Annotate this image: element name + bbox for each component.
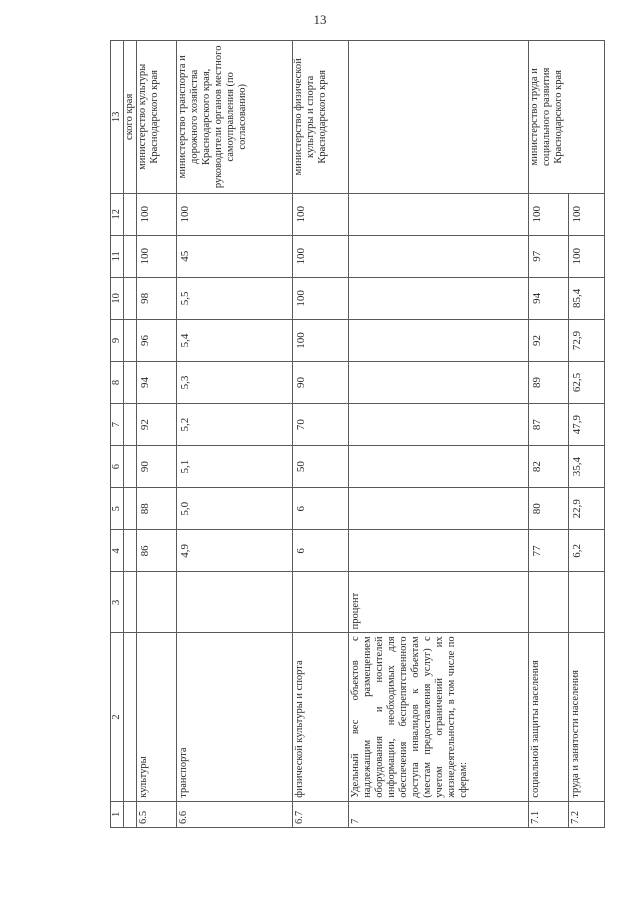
cell-unit — [293, 572, 349, 633]
cell-responsible: министерство культуры Краснодарского края — [137, 41, 177, 194]
column-header: 6 — [111, 446, 124, 488]
cell-value: 90 — [293, 361, 349, 403]
cell-value — [349, 404, 529, 446]
cell — [124, 488, 137, 530]
cell — [124, 404, 137, 446]
column-number-row — [111, 41, 124, 828]
cell-value: 6 — [293, 488, 349, 530]
cell-value: 5,3 — [177, 361, 293, 403]
cell-value: 89 — [529, 361, 569, 403]
cell-value: 87 — [529, 404, 569, 446]
cell-value: 88 — [137, 488, 177, 530]
cell — [124, 801, 137, 827]
cell-name: культуры — [137, 633, 177, 801]
cell-responsible: министерство транспорта и дорожного хозяйства Краснодарского края, руководители органов местного самоуправления (по согласованию) — [177, 41, 293, 194]
cell-unit — [569, 572, 605, 633]
cell — [124, 277, 137, 319]
cell-value: 80 — [529, 488, 569, 530]
cell-number: 6.5 — [137, 801, 177, 827]
cell-value: 4,9 — [177, 530, 293, 572]
cell-value: 100 — [569, 193, 605, 235]
landscape-table-wrapper — [110, 40, 604, 828]
cell-value: 5,5 — [177, 277, 293, 319]
table-row — [529, 41, 569, 828]
cell-value: 5,2 — [177, 404, 293, 446]
cell-value — [349, 235, 529, 277]
column-header: 9 — [111, 319, 124, 361]
cell-number: 7.2 — [569, 801, 605, 827]
cell-value: 45 — [177, 235, 293, 277]
cell-name: Удельный вес объектов с надлежащим размещением оборудования и носителей информации, необходимых для обеспечения беспрепятственного доступа инвалидов к объектам (местам предоставления услуг) с учетом ограничений их жизнедеятельности, в том числе по сферам: — [349, 633, 529, 801]
cell-value: 72,9 — [569, 319, 605, 361]
cell-value: 94 — [529, 277, 569, 319]
column-header: 12 — [111, 193, 124, 235]
cell-value: 22,9 — [569, 488, 605, 530]
cell-value: 6 — [293, 530, 349, 572]
cell — [124, 361, 137, 403]
table-row — [177, 41, 293, 828]
indicators-table — [110, 40, 605, 828]
cell-value: 100 — [293, 193, 349, 235]
cell-value: 82 — [529, 446, 569, 488]
cell-value: 100 — [529, 193, 569, 235]
cell — [124, 193, 137, 235]
cell-value: 97 — [529, 235, 569, 277]
cell-value: 70 — [293, 404, 349, 446]
cell-unit — [137, 572, 177, 633]
cell-value: 96 — [137, 319, 177, 361]
cell — [124, 446, 137, 488]
cell-value: 100 — [177, 193, 293, 235]
column-header: 2 — [111, 633, 124, 801]
cell-value — [349, 193, 529, 235]
cell-unit — [529, 572, 569, 633]
cell-value: 47,9 — [569, 404, 605, 446]
cell-value: 92 — [137, 404, 177, 446]
cell-number: 7 — [349, 801, 529, 827]
cell-value: 92 — [529, 319, 569, 361]
table-row — [349, 41, 529, 828]
table-row — [293, 41, 349, 828]
column-header: 4 — [111, 530, 124, 572]
cell-value: 5,4 — [177, 319, 293, 361]
cell-value: 100 — [293, 277, 349, 319]
cell-value — [349, 361, 529, 403]
cell-name: физической культуры и спорта — [293, 633, 349, 801]
cell-value: 77 — [529, 530, 569, 572]
cell-responsible: министерство труда и социального развития Краснодарского края — [529, 41, 605, 194]
cell-value: 5,0 — [177, 488, 293, 530]
column-header: 7 — [111, 404, 124, 446]
column-header: 5 — [111, 488, 124, 530]
cell-value: 90 — [137, 446, 177, 488]
cell — [124, 633, 137, 801]
cell-value — [349, 530, 529, 572]
cell — [124, 530, 137, 572]
cell-value: 100 — [137, 235, 177, 277]
cell-value: 98 — [137, 277, 177, 319]
cell-number: 6.7 — [293, 801, 349, 827]
rotated-table-area — [110, 40, 604, 828]
cell-value: 100 — [293, 235, 349, 277]
cell-responsible — [349, 41, 529, 194]
cell-value: 35,4 — [569, 446, 605, 488]
page-number: 13 — [313, 12, 327, 27]
cell-value: 50 — [293, 446, 349, 488]
cell-value — [349, 446, 529, 488]
cell-value: 100 — [569, 235, 605, 277]
column-header: 13 — [111, 41, 124, 194]
cell-name: труда и занятости населения — [569, 633, 605, 801]
cell-value: 5,1 — [177, 446, 293, 488]
column-header: 3 — [111, 572, 124, 633]
column-header: 1 — [111, 801, 124, 827]
cell-value — [349, 488, 529, 530]
cell — [124, 572, 137, 633]
table-row — [137, 41, 177, 828]
column-header: 11 — [111, 235, 124, 277]
table-row — [124, 41, 137, 828]
cell-value: 62,5 — [569, 361, 605, 403]
cell-value — [349, 319, 529, 361]
cell-unit — [177, 572, 293, 633]
cell-number: 7.1 — [529, 801, 569, 827]
cell — [124, 235, 137, 277]
column-header: 8 — [111, 361, 124, 403]
cell-value: 100 — [137, 193, 177, 235]
cell-responsible: ского края — [124, 41, 137, 194]
cell-responsible: министерство физической культуры и спорта Краснодарского края — [293, 41, 349, 194]
cell — [124, 319, 137, 361]
cell-value: 85,4 — [569, 277, 605, 319]
cell-name: транспорта — [177, 633, 293, 801]
cell-value: 86 — [137, 530, 177, 572]
cell-value — [349, 277, 529, 319]
cell-value: 94 — [137, 361, 177, 403]
column-header: 10 — [111, 277, 124, 319]
cell-unit: процент — [349, 572, 529, 633]
cell-value: 100 — [293, 319, 349, 361]
cell-value: 6,2 — [569, 530, 605, 572]
cell-name: социальной защиты населения — [529, 633, 569, 801]
cell-number: 6.6 — [177, 801, 293, 827]
